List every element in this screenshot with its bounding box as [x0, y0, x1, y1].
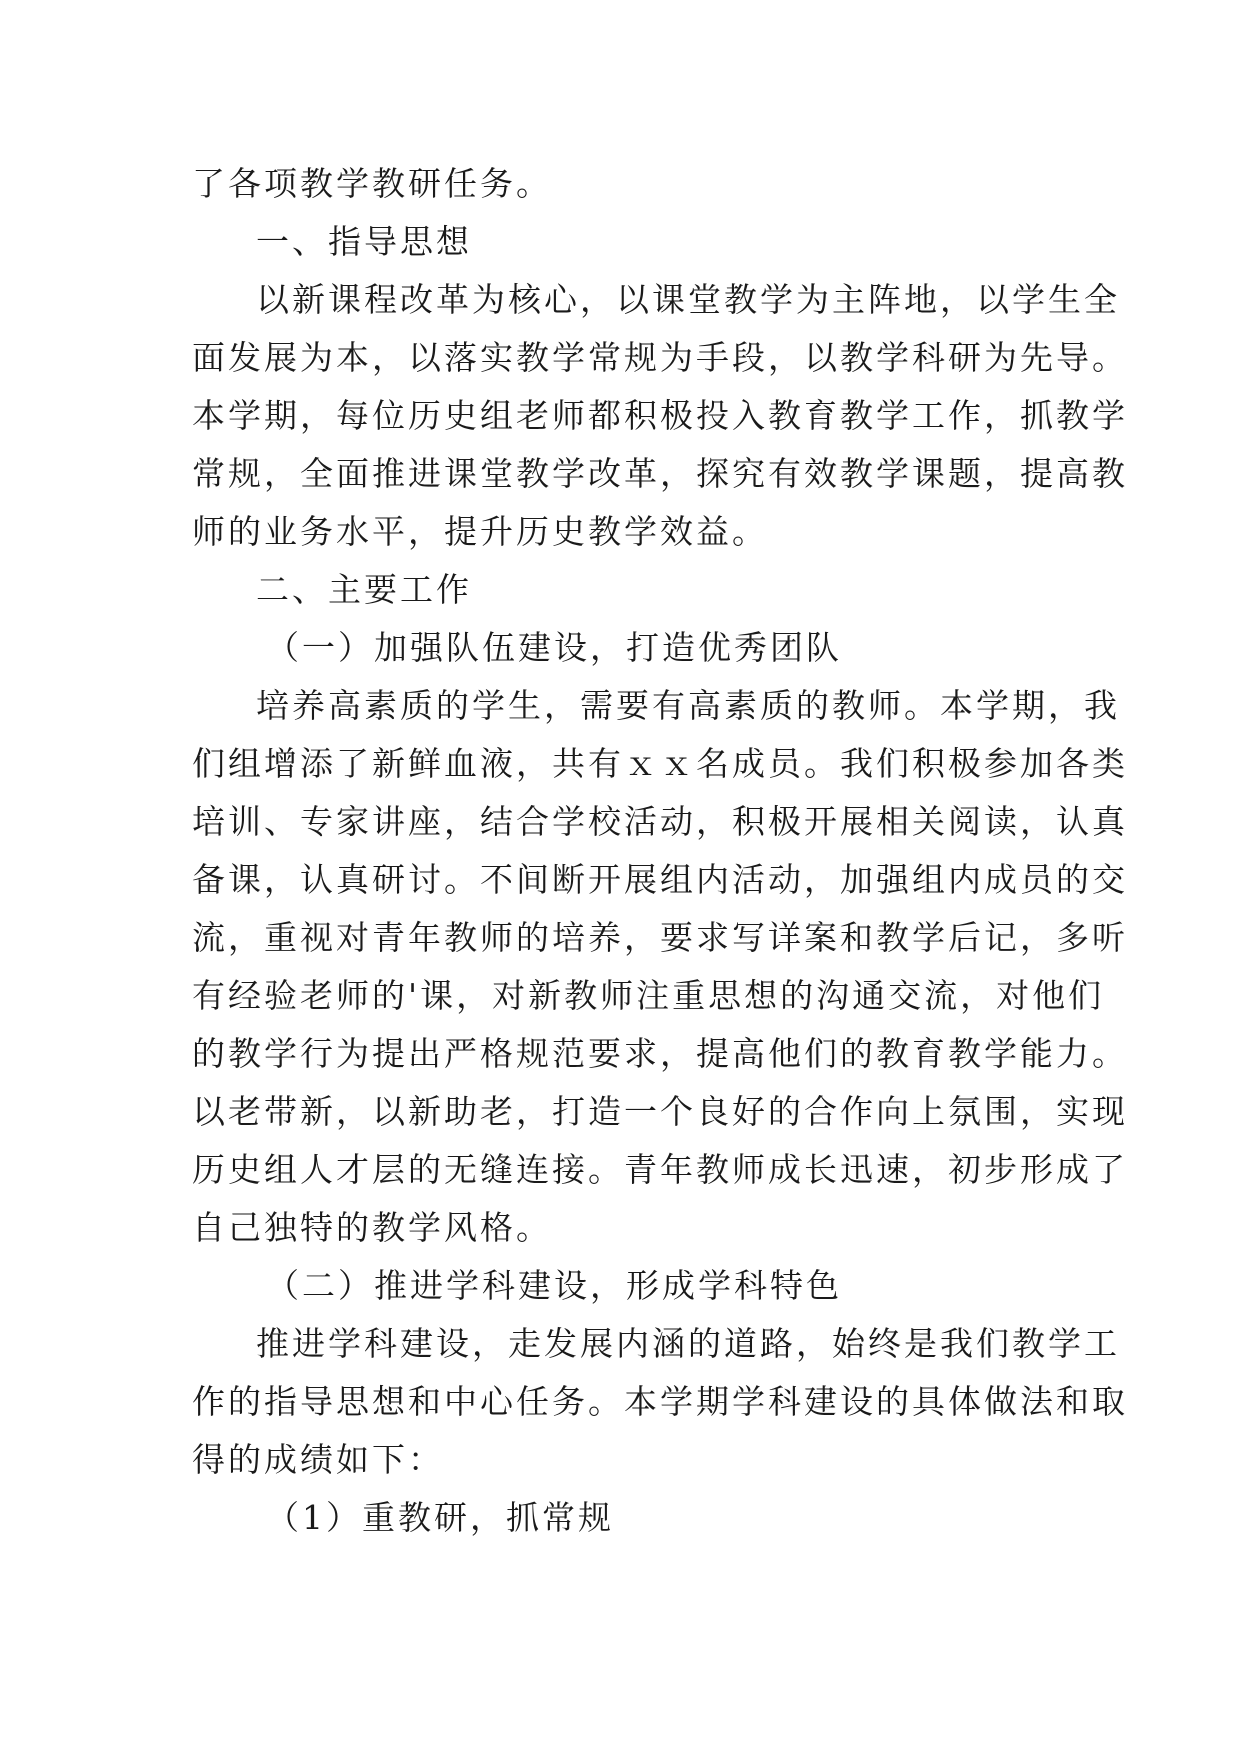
paragraph-line: 备课，认真研讨。不间断开展组内活动，加强组内成员的交	[192, 860, 1128, 899]
item-heading-teaching-research: （1）重教研，抓常规	[266, 1498, 614, 1537]
paragraph-line: 的教学行为提出严格规范要求，提高他们的教育教学能力。	[192, 1034, 1128, 1073]
subsection-heading-team-building: （一）加强队伍建设，打造优秀团队	[266, 628, 842, 667]
section-heading-guiding-ideology: 一、指导思想	[256, 222, 472, 261]
paragraph-line: 们组增添了新鲜血液，共有ｘｘ名成员。我们积极参加各类	[192, 744, 1128, 783]
paragraph-line: 常规，全面推进课堂教学改革，探究有效教学课题，提高教	[192, 454, 1128, 493]
paragraph-line: 有经验老师的'课，对新教师注重思想的沟通交流，对他们	[192, 976, 1105, 1015]
paragraph-line: 培训、专家讲座，结合学校活动，积极开展相关阅读，认真	[192, 802, 1128, 841]
paragraph-line: 以新课程改革为核心，以课堂教学为主阵地，以学生全	[256, 280, 1120, 319]
section-heading-main-work: 二、主要工作	[256, 570, 472, 609]
paragraph-line: 作的指导思想和中心任务。本学期学科建设的具体做法和取	[192, 1382, 1128, 1421]
paragraph-line: 培养高素质的学生，需要有高素质的教师。本学期，我	[256, 686, 1120, 725]
paragraph-line: 以老带新，以新助老，打造一个良好的合作向上氛围，实现	[192, 1092, 1128, 1131]
paragraph-line: 本学期，每位历史组老师都积极投入教育教学工作，抓教学	[192, 396, 1128, 435]
subsection-heading-discipline-building: （二）推进学科建设，形成学科特色	[266, 1266, 842, 1305]
paragraph-line: 面发展为本，以落实教学常规为手段，以教学科研为先导。	[192, 338, 1128, 377]
paragraph-line: 自己独特的教学风格。	[192, 1208, 552, 1247]
paragraph-line: 推进学科建设，走发展内涵的道路，始终是我们教学工	[256, 1324, 1120, 1363]
paragraph-line: 师的业务水平，提升历史教学效益。	[192, 512, 768, 551]
paragraph-continuation: 了各项教学教研任务。	[192, 164, 552, 203]
paragraph-line: 得的成绩如下：	[192, 1440, 444, 1479]
paragraph-line: 流，重视对青年教师的培养，要求写详案和教学后记，多听	[192, 918, 1128, 957]
paragraph-line: 历史组人才层的无缝连接。青年教师成长迅速，初步形成了	[192, 1150, 1128, 1189]
